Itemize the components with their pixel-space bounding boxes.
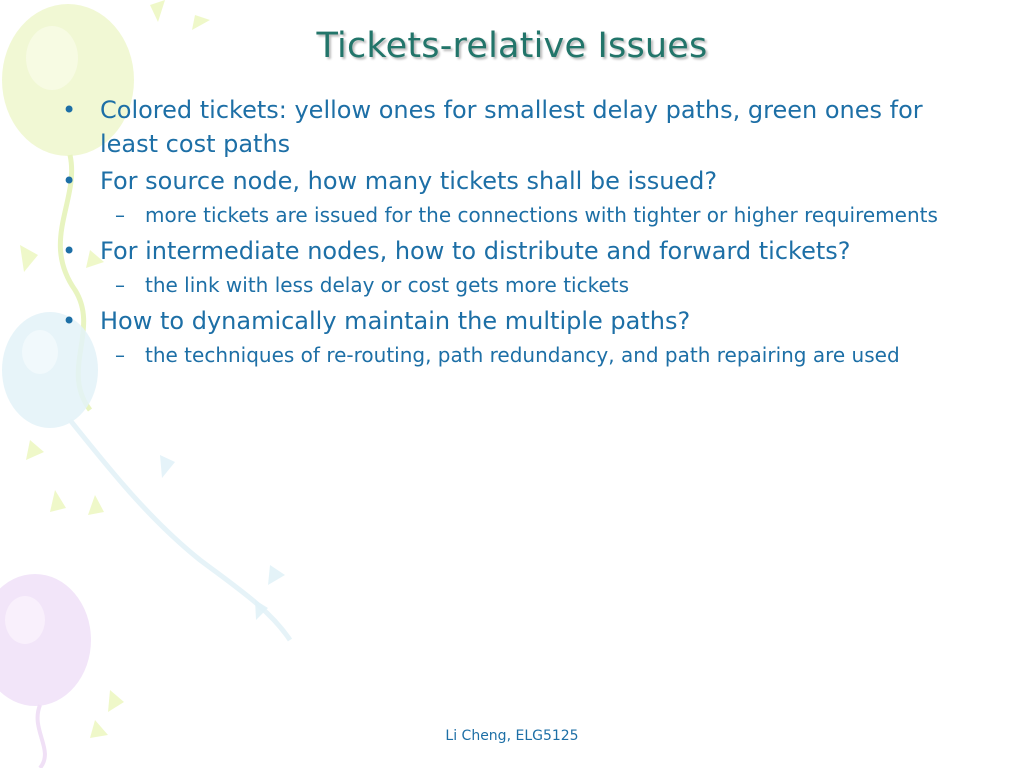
bullet-marker: • <box>62 307 77 335</box>
sub-bullet-item <box>60 340 975 371</box>
sub-bullet-marker: – <box>115 273 125 297</box>
slide-title: Tickets-relative Issues <box>316 26 708 66</box>
bullet-marker: • <box>62 96 77 124</box>
bullet-text: For intermediate nodes, how to distribute and forward tickets? <box>100 237 851 265</box>
sub-bullet-text: more tickets are issued for the connections with tighter or higher requirements <box>145 203 938 227</box>
sub-bullet-text: the link with less delay or cost gets more tickets <box>145 273 630 297</box>
sub-bullet-item <box>60 200 975 231</box>
confetti-blue-icon <box>160 455 285 620</box>
sub-bullet-item <box>60 270 975 301</box>
bullet-marker: • <box>62 237 77 265</box>
bullet-text: Colored tickets: yellow ones for smallest delay paths, green ones for least cost paths <box>100 96 923 158</box>
sub-bullet-text: the techniques of re-routing, path redundancy, and path repairing are used <box>145 343 900 367</box>
bullet-item <box>60 304 975 338</box>
sub-bullet-marker: – <box>115 203 125 227</box>
bullet-item <box>60 93 975 161</box>
bullet-marker: • <box>62 167 77 195</box>
sub-bullet-marker: – <box>115 343 125 367</box>
slide-footer: Li Cheng, ELG5125 <box>445 728 579 744</box>
bullet-item <box>60 164 975 198</box>
bullet-item <box>60 234 975 268</box>
bullet-text: How to dynamically maintain the multiple paths? <box>100 307 691 335</box>
bullet-list <box>60 90 975 371</box>
bullet-text: For source node, how many tickets shall be issued? <box>100 167 718 195</box>
